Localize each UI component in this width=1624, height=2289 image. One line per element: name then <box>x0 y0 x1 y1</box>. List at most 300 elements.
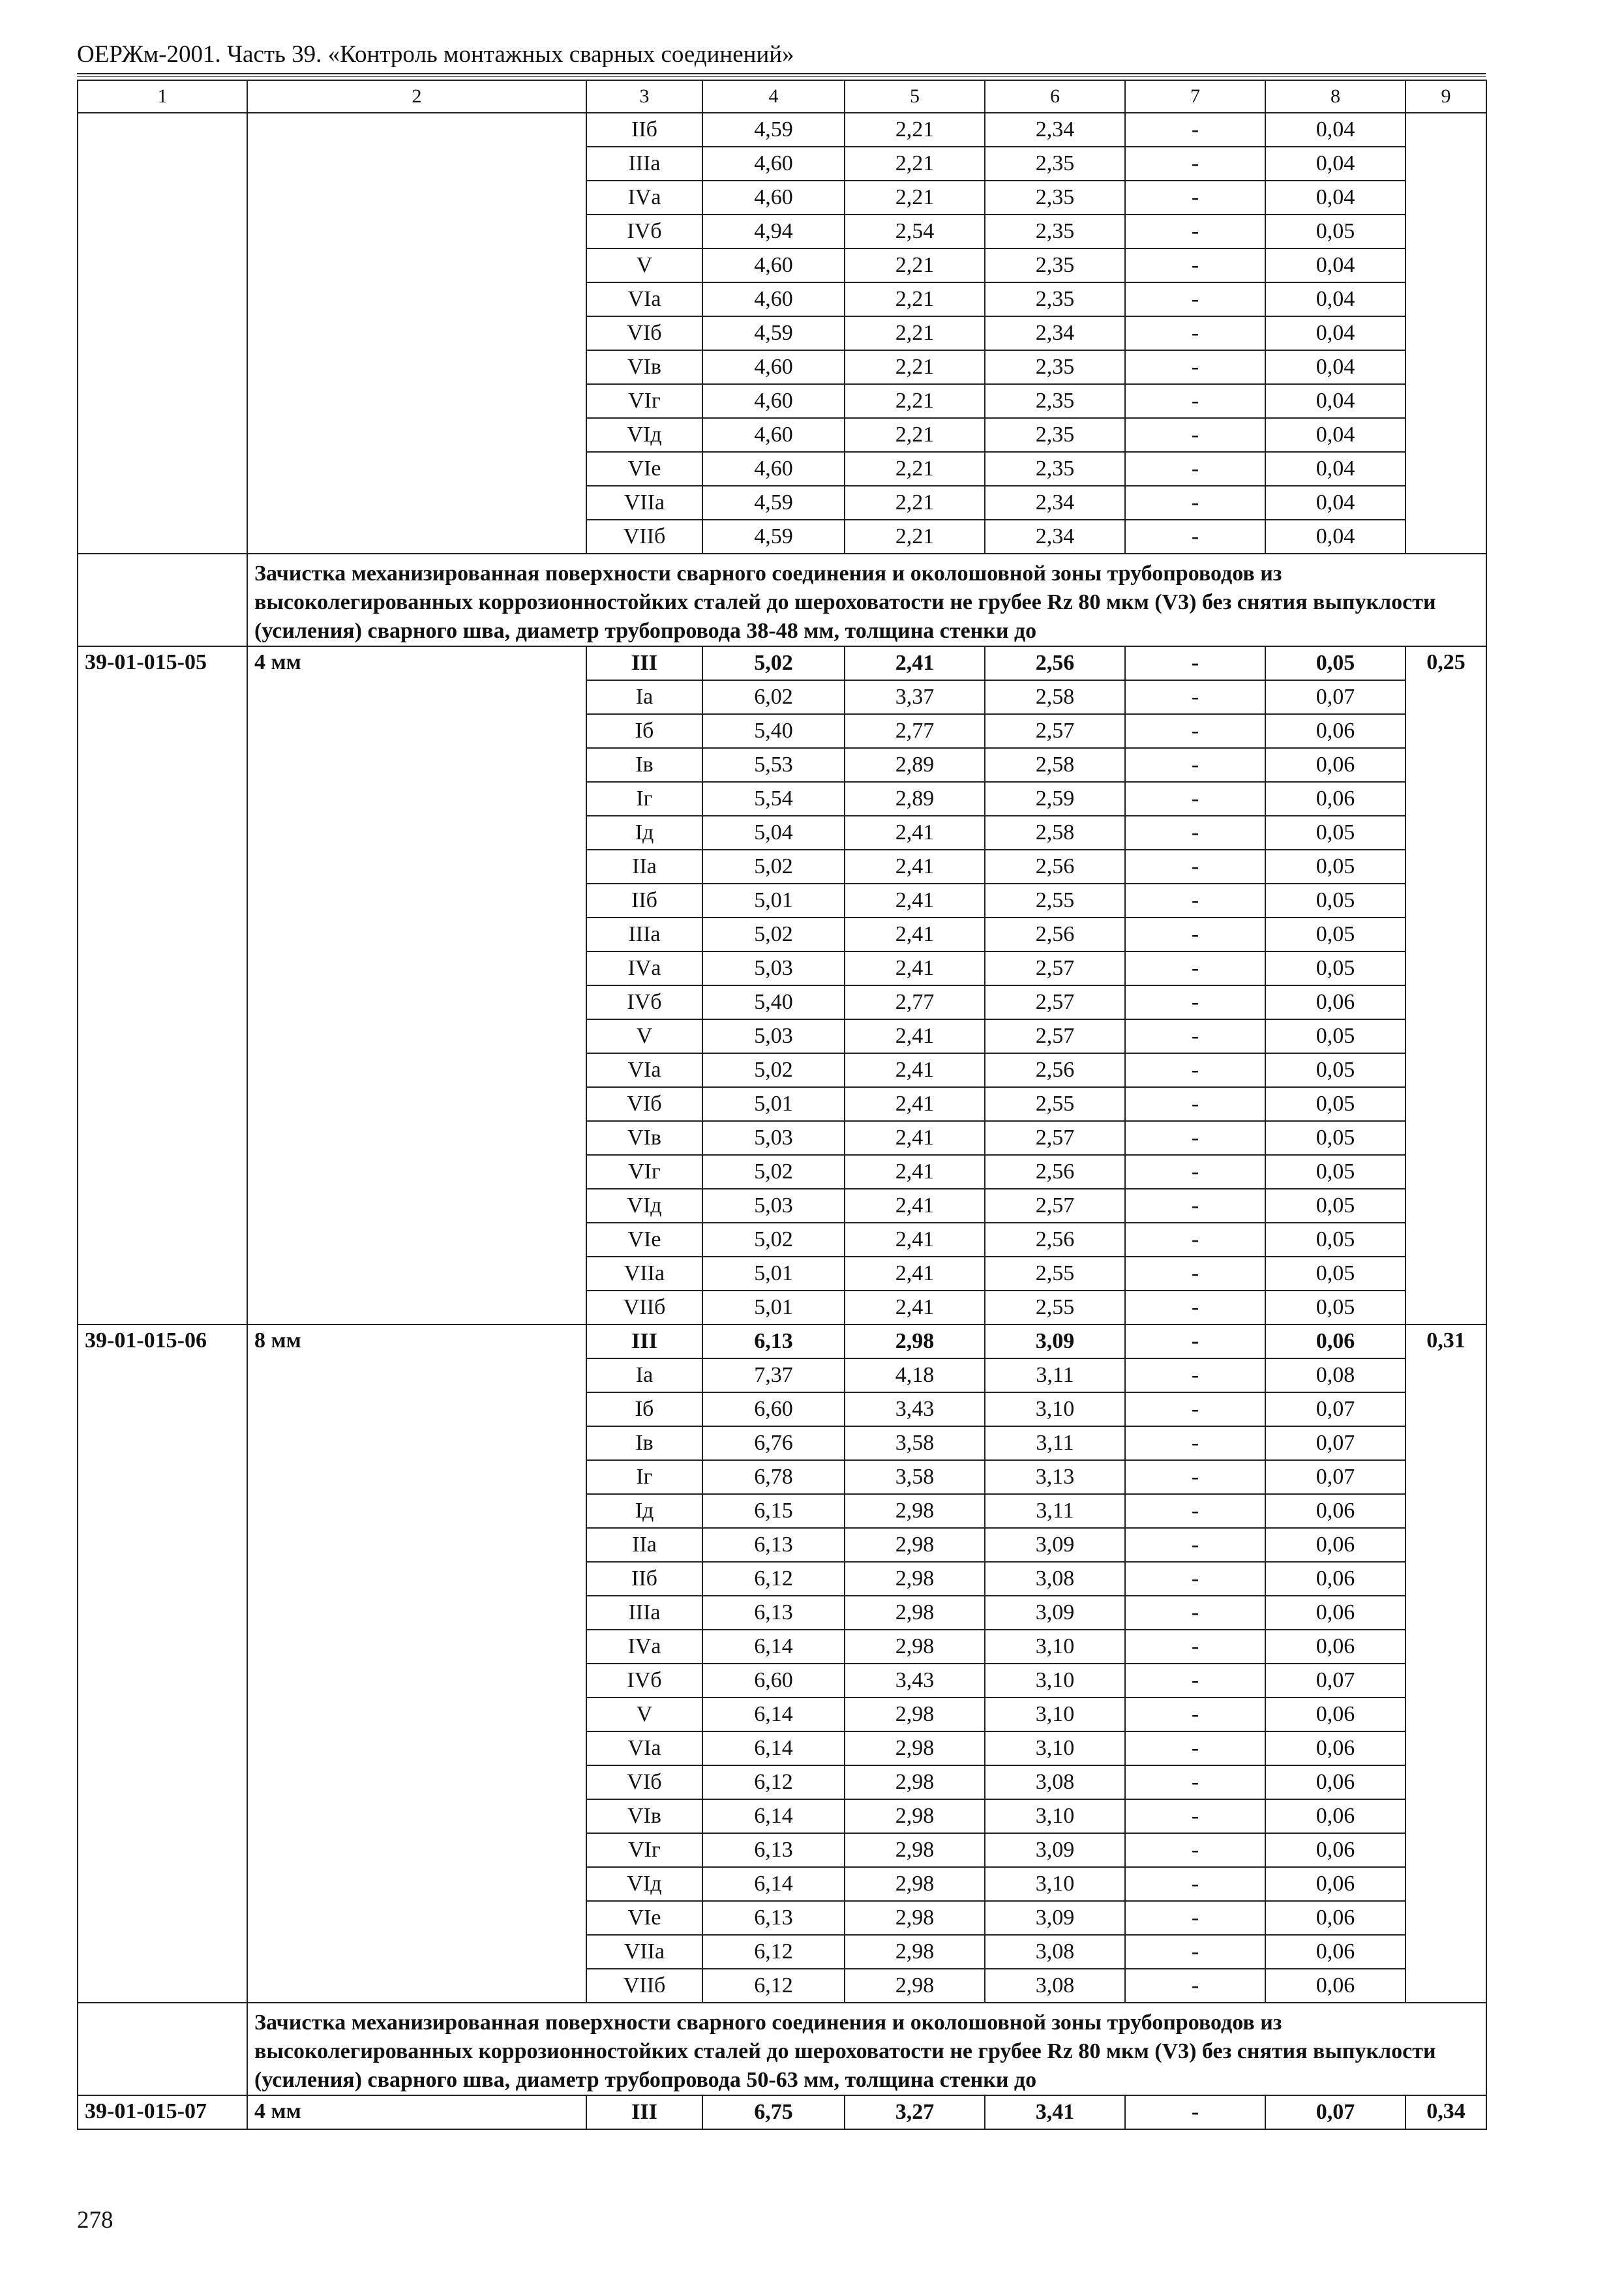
value-col6: 3,41 <box>985 2095 1125 2129</box>
value-col8: 0,05 <box>1265 646 1406 680</box>
value-col7: - <box>1125 1223 1265 1257</box>
rate-code: 39-01-015-06 <box>78 1324 247 2003</box>
value-col6: 3,10 <box>985 1392 1125 1426</box>
value-col5: 2,21 <box>845 452 985 486</box>
value-col4: 4,94 <box>702 215 845 248</box>
value-col8: 0,06 <box>1265 1596 1406 1630</box>
value-col5: 2,98 <box>845 1562 985 1596</box>
section-description-row <box>78 554 1486 646</box>
column-number: 7 <box>1125 80 1265 113</box>
value-col4: 6,14 <box>702 1867 845 1901</box>
value-col6: 2,34 <box>985 486 1125 520</box>
value-col5: 2,41 <box>845 951 985 985</box>
value-col5: 2,21 <box>845 282 985 316</box>
value-col6: 3,08 <box>985 1969 1125 2003</box>
value-col4: 5,02 <box>702 850 845 884</box>
value-col7: - <box>1125 2095 1265 2129</box>
value-col5: 2,98 <box>845 1324 985 1358</box>
value-col4: 5,01 <box>702 884 845 918</box>
section-description-spacer <box>78 2003 247 2095</box>
zone-code: VIе <box>586 452 702 486</box>
zone-code: IIб <box>586 884 702 918</box>
value-col4: 6,14 <box>702 1731 845 1765</box>
value-col4: 5,40 <box>702 985 845 1019</box>
value-col4: 5,03 <box>702 1121 845 1155</box>
value-col7: - <box>1125 1867 1265 1901</box>
value-col5: 2,41 <box>845 884 985 918</box>
value-col7: - <box>1125 1053 1265 1087</box>
value-col7: - <box>1125 486 1265 520</box>
value-col4: 6,14 <box>702 1630 845 1664</box>
value-col5: 2,21 <box>845 181 985 215</box>
value-col8: 0,04 <box>1265 113 1406 147</box>
value-col7: - <box>1125 1189 1265 1223</box>
value-col7: - <box>1125 1664 1265 1698</box>
value-col4: 5,40 <box>702 714 845 748</box>
zone-code: IIа <box>586 1528 702 1562</box>
column-number: 8 <box>1265 80 1406 113</box>
zone-code: VIв <box>586 350 702 384</box>
value-col5: 2,21 <box>845 418 985 452</box>
value-col7: - <box>1125 782 1265 816</box>
value-col5: 2,98 <box>845 1867 985 1901</box>
zone-code: Iг <box>586 782 702 816</box>
value-col5: 2,41 <box>845 1121 985 1155</box>
value-col8: 0,06 <box>1265 1935 1406 1969</box>
value-col8: 0,06 <box>1265 1969 1406 2003</box>
value-col4: 5,03 <box>702 1189 845 1223</box>
value-col4: 5,53 <box>702 748 845 782</box>
zone-code: VIIб <box>586 1969 702 2003</box>
value-col6: 2,34 <box>985 316 1125 350</box>
value-col5: 2,89 <box>845 782 985 816</box>
column-number: 9 <box>1406 80 1486 113</box>
value-col5: 2,98 <box>845 1901 985 1935</box>
value-col7: - <box>1125 884 1265 918</box>
value-col7: - <box>1125 1935 1265 1969</box>
value-col5: 2,98 <box>845 1799 985 1833</box>
value-col8: 0,05 <box>1265 1189 1406 1223</box>
value-col7: - <box>1125 985 1265 1019</box>
value-col6: 2,56 <box>985 850 1125 884</box>
value-col8: 0,04 <box>1265 181 1406 215</box>
value-col4: 4,59 <box>702 520 845 554</box>
value-col6: 2,35 <box>985 384 1125 418</box>
value-col7: - <box>1125 1019 1265 1053</box>
table-row <box>78 113 1486 147</box>
value-col4: 4,60 <box>702 282 845 316</box>
value-col5: 2,98 <box>845 1935 985 1969</box>
value-col5: 2,41 <box>845 850 985 884</box>
value-col8: 0,06 <box>1265 714 1406 748</box>
zone-code: VIIа <box>586 486 702 520</box>
value-col8: 0,06 <box>1265 1324 1406 1358</box>
value-col4: 6,13 <box>702 1596 845 1630</box>
value-col6: 2,35 <box>985 248 1125 282</box>
value-col6: 2,56 <box>985 1155 1125 1189</box>
value-col7: - <box>1125 384 1265 418</box>
page-number: 278 <box>77 2207 113 2234</box>
value-col8: 0,05 <box>1265 1053 1406 1087</box>
value-col7: - <box>1125 1833 1265 1867</box>
value-col8: 0,06 <box>1265 1528 1406 1562</box>
zone-code: VIб <box>586 1765 702 1799</box>
zone-code: VIа <box>586 1731 702 1765</box>
value-col8: 0,04 <box>1265 486 1406 520</box>
value-col8: 0,04 <box>1265 452 1406 486</box>
value-col7: - <box>1125 1358 1265 1392</box>
table-body <box>78 80 1486 2129</box>
zone-code: V <box>586 1698 702 1731</box>
value-col7: - <box>1125 418 1265 452</box>
value-col5: 2,21 <box>845 248 985 282</box>
value-col5: 2,41 <box>845 1087 985 1121</box>
value-col6: 2,57 <box>985 951 1125 985</box>
zone-code: VIIа <box>586 1257 702 1291</box>
value-col5: 2,89 <box>845 748 985 782</box>
value-col7: - <box>1125 1392 1265 1426</box>
value-col8: 0,07 <box>1265 1460 1406 1494</box>
rate-parameter <box>247 113 586 554</box>
zone-code: VIд <box>586 418 702 452</box>
value-col8: 0,08 <box>1265 1358 1406 1392</box>
value-col4: 6,60 <box>702 1664 845 1698</box>
value-col8: 0,06 <box>1265 1630 1406 1664</box>
value-col7: - <box>1125 1324 1265 1358</box>
zone-code: IIIа <box>586 918 702 951</box>
zone-code: IVа <box>586 951 702 985</box>
value-col8: 0,05 <box>1265 215 1406 248</box>
value-col8: 0,06 <box>1265 1698 1406 1731</box>
value-col8: 0,07 <box>1265 2095 1406 2129</box>
value-col6: 3,10 <box>985 1799 1125 1833</box>
value-col5: 2,98 <box>845 1765 985 1799</box>
value-col4: 5,04 <box>702 816 845 850</box>
zone-code: Iв <box>586 1426 702 1460</box>
zone-code: IIа <box>586 850 702 884</box>
value-col6: 2,34 <box>985 113 1125 147</box>
zone-code: VIд <box>586 1867 702 1901</box>
value-col8: 0,04 <box>1265 316 1406 350</box>
value-col4: 5,54 <box>702 782 845 816</box>
value-col5: 2,98 <box>845 1494 985 1528</box>
value-col4: 5,01 <box>702 1291 845 1324</box>
zone-code: VIIа <box>586 1935 702 1969</box>
column-number: 6 <box>985 80 1125 113</box>
value-col5: 2,41 <box>845 918 985 951</box>
rate-parameter: 8 мм <box>247 1324 586 2003</box>
value-col4: 4,60 <box>702 418 845 452</box>
value-col8: 0,07 <box>1265 680 1406 714</box>
value-col4: 5,02 <box>702 646 845 680</box>
value-col6: 2,57 <box>985 1189 1125 1223</box>
value-col4: 5,03 <box>702 1019 845 1053</box>
value-col6: 2,56 <box>985 918 1125 951</box>
zone-code: Iб <box>586 714 702 748</box>
value-col6: 3,09 <box>985 1596 1125 1630</box>
value-col6: 2,56 <box>985 1053 1125 1087</box>
zone-code: Iб <box>586 1392 702 1426</box>
value-col8: 0,05 <box>1265 1291 1406 1324</box>
value-col5: 3,37 <box>845 680 985 714</box>
zone-code: III <box>586 1324 702 1358</box>
value-col8: 0,05 <box>1265 1087 1406 1121</box>
value-col6: 2,35 <box>985 282 1125 316</box>
value-col8: 0,05 <box>1265 951 1406 985</box>
value-col8: 0,05 <box>1265 1257 1406 1291</box>
value-col6: 2,34 <box>985 520 1125 554</box>
value-col8: 0,07 <box>1265 1664 1406 1698</box>
zone-code: VIг <box>586 1833 702 1867</box>
value-col8: 0,04 <box>1265 248 1406 282</box>
value-col6: 3,10 <box>985 1867 1125 1901</box>
value-col6: 2,57 <box>985 985 1125 1019</box>
table-row <box>78 1324 1486 1358</box>
value-col8: 0,05 <box>1265 884 1406 918</box>
value-col4: 4,59 <box>702 113 845 147</box>
page-header: ОЕРЖм-2001. Часть 39. «Контроль монтажных сварных соединений» <box>77 41 794 68</box>
section-description-spacer <box>78 554 247 646</box>
value-col6: 3,09 <box>985 1324 1125 1358</box>
value-col7: - <box>1125 680 1265 714</box>
value-col4: 4,60 <box>702 452 845 486</box>
value-col8: 0,05 <box>1265 1019 1406 1053</box>
value-col7: - <box>1125 850 1265 884</box>
value-col4: 6,14 <box>702 1698 845 1731</box>
value-col8: 0,04 <box>1265 384 1406 418</box>
value-col6: 3,09 <box>985 1901 1125 1935</box>
value-col5: 2,41 <box>845 816 985 850</box>
zone-code: IIб <box>586 1562 702 1596</box>
zone-code: V <box>586 1019 702 1053</box>
value-col8: 0,05 <box>1265 1121 1406 1155</box>
zone-code: VIа <box>586 282 702 316</box>
value-col5: 2,21 <box>845 384 985 418</box>
value-col7: - <box>1125 1731 1265 1765</box>
value-col5: 2,21 <box>845 486 985 520</box>
zone-code: Iа <box>586 1358 702 1392</box>
value-col7: - <box>1125 1630 1265 1664</box>
value-col4: 6,15 <box>702 1494 845 1528</box>
value-col7: - <box>1125 1257 1265 1291</box>
value-col8: 0,05 <box>1265 918 1406 951</box>
zone-code: VIб <box>586 316 702 350</box>
rate-col9: 0,25 <box>1406 646 1486 1324</box>
value-col7: - <box>1125 316 1265 350</box>
value-col7: - <box>1125 1426 1265 1460</box>
value-col8: 0,06 <box>1265 1833 1406 1867</box>
value-col5: 2,54 <box>845 215 985 248</box>
value-col7: - <box>1125 452 1265 486</box>
zone-code: VIв <box>586 1799 702 1833</box>
value-col4: 5,02 <box>702 1223 845 1257</box>
value-col6: 2,35 <box>985 350 1125 384</box>
zone-code: VIд <box>586 1189 702 1223</box>
value-col4: 4,60 <box>702 248 845 282</box>
zone-code: VIв <box>586 1121 702 1155</box>
value-col6: 2,55 <box>985 1257 1125 1291</box>
value-col6: 2,35 <box>985 147 1125 181</box>
value-col5: 2,98 <box>845 1731 985 1765</box>
zone-code: IIIа <box>586 1596 702 1630</box>
rates-table <box>77 80 1487 2130</box>
value-col4: 6,12 <box>702 1935 845 1969</box>
value-col5: 3,58 <box>845 1460 985 1494</box>
value-col8: 0,05 <box>1265 816 1406 850</box>
value-col5: 2,41 <box>845 1155 985 1189</box>
section-description-row <box>78 2003 1486 2095</box>
value-col4: 5,03 <box>702 951 845 985</box>
value-col5: 2,21 <box>845 350 985 384</box>
value-col5: 3,43 <box>845 1664 985 1698</box>
value-col6: 2,57 <box>985 1019 1125 1053</box>
value-col7: - <box>1125 1494 1265 1528</box>
value-col4: 6,12 <box>702 1765 845 1799</box>
zone-code: VIб <box>586 1087 702 1121</box>
value-col6: 3,08 <box>985 1765 1125 1799</box>
value-col4: 4,59 <box>702 486 845 520</box>
column-number: 5 <box>845 80 985 113</box>
value-col6: 3,09 <box>985 1833 1125 1867</box>
value-col6: 2,58 <box>985 680 1125 714</box>
value-col7: - <box>1125 1969 1265 2003</box>
value-col6: 2,55 <box>985 884 1125 918</box>
value-col6: 3,11 <box>985 1494 1125 1528</box>
value-col6: 3,10 <box>985 1698 1125 1731</box>
zone-code: Iа <box>586 680 702 714</box>
value-col6: 3,10 <box>985 1731 1125 1765</box>
value-col5: 2,41 <box>845 1053 985 1087</box>
value-col4: 6,75 <box>702 2095 845 2129</box>
value-col7: - <box>1125 1291 1265 1324</box>
value-col4: 6,02 <box>702 680 845 714</box>
value-col7: - <box>1125 1596 1265 1630</box>
header-rule <box>77 73 1486 74</box>
value-col5: 2,41 <box>845 1257 985 1291</box>
value-col8: 0,04 <box>1265 282 1406 316</box>
value-col6: 2,35 <box>985 181 1125 215</box>
value-col5: 2,21 <box>845 113 985 147</box>
column-number: 1 <box>78 80 247 113</box>
value-col5: 2,98 <box>845 1833 985 1867</box>
rate-code: 39-01-015-07 <box>78 2095 247 2129</box>
value-col4: 5,02 <box>702 1053 845 1087</box>
column-number-row <box>78 80 1486 113</box>
value-col6: 2,58 <box>985 748 1125 782</box>
value-col7: - <box>1125 1121 1265 1155</box>
value-col6: 3,13 <box>985 1460 1125 1494</box>
value-col6: 2,56 <box>985 646 1125 680</box>
value-col7: - <box>1125 748 1265 782</box>
value-col7: - <box>1125 646 1265 680</box>
value-col7: - <box>1125 113 1265 147</box>
value-col7: - <box>1125 1562 1265 1596</box>
value-col8: 0,06 <box>1265 1765 1406 1799</box>
value-col7: - <box>1125 1460 1265 1494</box>
value-col5: 2,21 <box>845 520 985 554</box>
value-col7: - <box>1125 918 1265 951</box>
zone-code: III <box>586 646 702 680</box>
zone-code: VIе <box>586 1223 702 1257</box>
value-col7: - <box>1125 951 1265 985</box>
rate-col9: 0,34 <box>1406 2095 1486 2129</box>
zone-code: IVб <box>586 215 702 248</box>
zone-code: VIг <box>586 384 702 418</box>
zone-code: Iв <box>586 748 702 782</box>
value-col6: 2,56 <box>985 1223 1125 1257</box>
zone-code: VIг <box>586 1155 702 1189</box>
zone-code: VIе <box>586 1901 702 1935</box>
rate-code <box>78 113 247 554</box>
value-col8: 0,06 <box>1265 1901 1406 1935</box>
value-col8: 0,04 <box>1265 520 1406 554</box>
value-col4: 5,02 <box>702 918 845 951</box>
value-col8: 0,07 <box>1265 1426 1406 1460</box>
value-col4: 6,76 <box>702 1426 845 1460</box>
value-col6: 2,57 <box>985 1121 1125 1155</box>
value-col6: 3,10 <box>985 1664 1125 1698</box>
value-col7: - <box>1125 147 1265 181</box>
section-description: Зачистка механизированная поверхности сварного соединения и околошовной зоны трубопроводов из высоколегированных коррозионностойких сталей до шероховатости не грубее Rz 80 мкм (V3) без снятия выпуклости (усиления) сварного шва, диаметр трубопровода 38-48 мм, толщина стенки до <box>247 554 1486 646</box>
value-col7: - <box>1125 282 1265 316</box>
value-col5: 4,18 <box>845 1358 985 1392</box>
value-col8: 0,04 <box>1265 350 1406 384</box>
value-col5: 3,58 <box>845 1426 985 1460</box>
value-col4: 6,12 <box>702 1562 845 1596</box>
column-number: 2 <box>247 80 586 113</box>
value-col8: 0,04 <box>1265 147 1406 181</box>
value-col6: 3,11 <box>985 1358 1125 1392</box>
table-row <box>78 2095 1486 2129</box>
value-col5: 2,98 <box>845 1596 985 1630</box>
rate-parameter: 4 мм <box>247 646 586 1324</box>
value-col7: - <box>1125 1155 1265 1189</box>
zone-code: IVа <box>586 181 702 215</box>
value-col8: 0,05 <box>1265 1155 1406 1189</box>
column-number: 3 <box>586 80 702 113</box>
value-col8: 0,06 <box>1265 748 1406 782</box>
value-col4: 6,13 <box>702 1833 845 1867</box>
value-col6: 2,35 <box>985 452 1125 486</box>
value-col7: - <box>1125 1901 1265 1935</box>
zone-code: IVа <box>586 1630 702 1664</box>
value-col7: - <box>1125 816 1265 850</box>
zone-code: VIIб <box>586 1291 702 1324</box>
value-col7: - <box>1125 520 1265 554</box>
zone-code: IIIа <box>586 147 702 181</box>
value-col8: 0,06 <box>1265 1562 1406 1596</box>
value-col7: - <box>1125 248 1265 282</box>
zone-code: III <box>586 2095 702 2129</box>
value-col4: 7,37 <box>702 1358 845 1392</box>
value-col5: 2,41 <box>845 1223 985 1257</box>
value-col4: 6,60 <box>702 1392 845 1426</box>
value-col6: 2,35 <box>985 418 1125 452</box>
value-col4: 5,02 <box>702 1155 845 1189</box>
header-rule-secondary <box>77 76 1486 77</box>
zone-code: Iд <box>586 816 702 850</box>
value-col5: 2,77 <box>845 714 985 748</box>
value-col4: 5,01 <box>702 1257 845 1291</box>
value-col4: 6,13 <box>702 1324 845 1358</box>
value-col6: 3,09 <box>985 1528 1125 1562</box>
value-col4: 6,14 <box>702 1799 845 1833</box>
value-col5: 3,27 <box>845 2095 985 2129</box>
value-col4: 6,13 <box>702 1901 845 1935</box>
value-col4: 6,78 <box>702 1460 845 1494</box>
value-col5: 2,21 <box>845 147 985 181</box>
section-description: Зачистка механизированная поверхности сварного соединения и околошовной зоны трубопроводов из высоколегированных коррозионностойких сталей до шероховатости не грубее Rz 80 мкм (V3) без снятия выпуклости (усиления) сварного шва, диаметр трубопровода 50-63 мм, толщина стенки до <box>247 2003 1486 2095</box>
